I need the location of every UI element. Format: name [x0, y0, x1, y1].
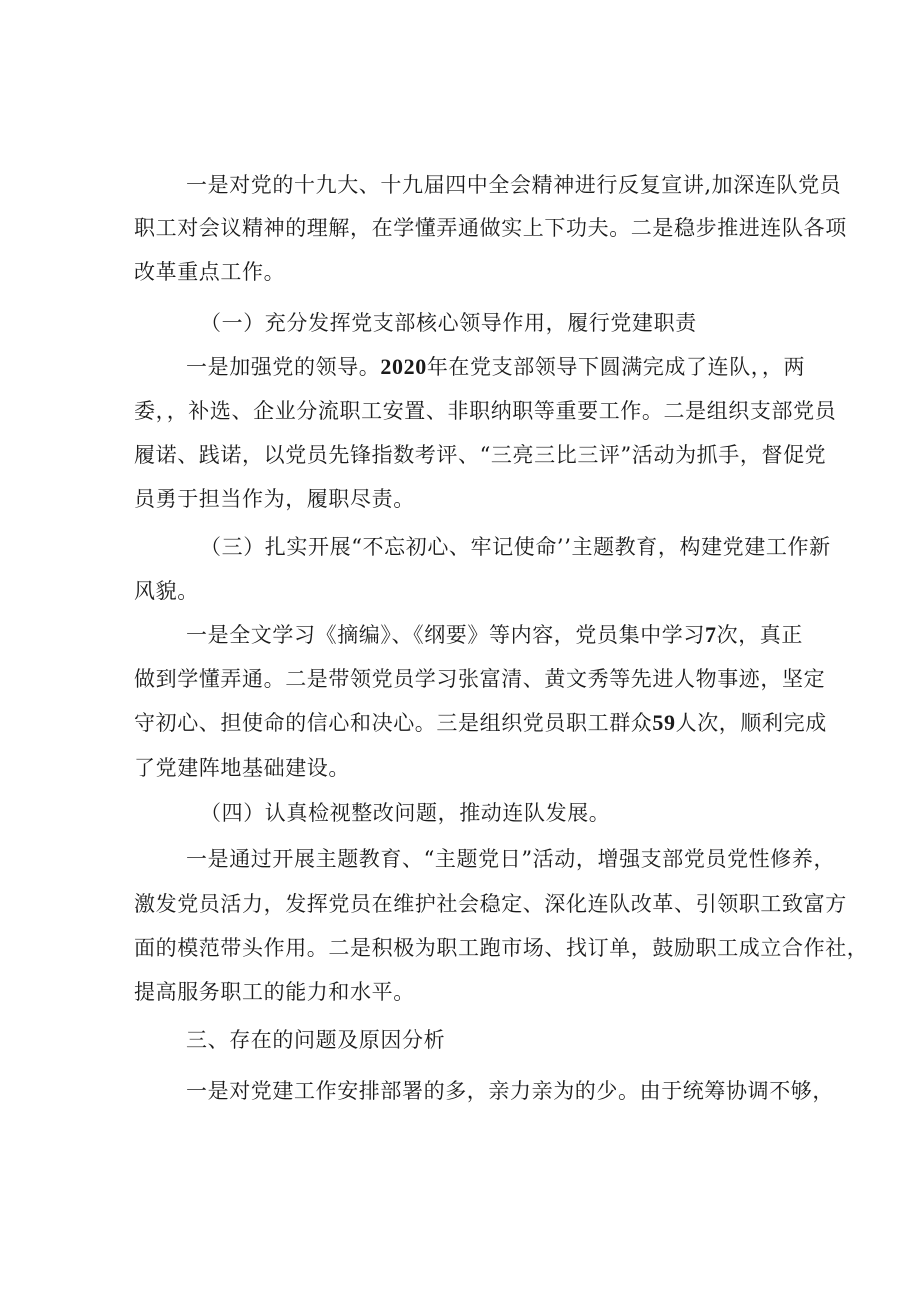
section-heading-1: （一）充分发挥党支部核心领导作用，履行党建职责 [200, 311, 697, 335]
section-heading-4: （四）认真检视整改问题，推动连队发展。 [200, 801, 611, 825]
text-segment: 人次，顺利完成 [675, 711, 827, 735]
paragraph-line: 一是对党的十九大、十九届四中全会精神进行反复宣讲,加深连队党员 [186, 173, 842, 197]
paragraph-line: 职工对会议精神的理解，在学懂弄通做实上下功夫。二是稳步推进连队各项 [134, 216, 847, 240]
people-count-value: 59 [652, 710, 676, 735]
section-heading-issues: 三、存在的问题及原因分析 [186, 1028, 446, 1052]
text-segment: 次，真正 [716, 623, 804, 647]
paragraph-line: 一是对党建工作安排部署的多，亲力亲为的少。由于统筹协调不够， [186, 1079, 834, 1103]
paragraph-line: 面的模范带头作用。二是积极为职工跑市场、找订单，鼓励职工成立合作社， [134, 936, 869, 960]
text-segment: 年在党支部领导下圆满完成了连队，，两 [426, 355, 806, 379]
paragraph-line: 做到学懂弄通。二是带领党员学习张富清、黄文秀等先进人物事迹，坚定 [134, 667, 826, 691]
text-segment: 一是加强党的领导。 [186, 355, 381, 379]
text-segment: 一是全文学习《摘编》、《纲要》等内容，党员集中学习 [186, 623, 705, 647]
paragraph-line: 履诺、践诺，以党员先锋指数考评、“三亮三比三评”活动为抓手，督促党 [134, 443, 827, 467]
paragraph-line [186, 353, 805, 381]
paragraph-line [134, 709, 827, 737]
paragraph-line: 委，，补选、企业分流职工安置、非职纳职等重要工作。二是组织支部党员 [134, 399, 837, 423]
section-heading-3: （三）扎实开展“不忘初心、牢记使命’’主题教育，构建党建工作新 [200, 535, 831, 559]
text-segment: 守初心、担使命的信心和决心。三是组织党员职工群众 [134, 711, 653, 735]
paragraph-line: 提高服务职工的能力和水平。 [134, 980, 415, 1004]
paragraph-line: 了党建阵地基础建设。 [134, 756, 350, 780]
study-count-value: 7 [705, 622, 717, 647]
section-heading-3-cont: 风貌。 [134, 579, 199, 603]
paragraph-line [186, 621, 803, 649]
paragraph-line: 改革重点工作。 [134, 260, 286, 284]
paragraph-line: 激发党员活力，发挥党员在维护社会稳定、深化连队改革、引领职工致富方 [134, 892, 847, 916]
paragraph-line: 一是通过开展主题教育、“主题党日”活动，增强支部党员党性修养， [186, 847, 836, 871]
paragraph-line: 员勇于担当作为，履职尽责。 [134, 487, 415, 511]
year-value: 2020 [380, 354, 427, 379]
